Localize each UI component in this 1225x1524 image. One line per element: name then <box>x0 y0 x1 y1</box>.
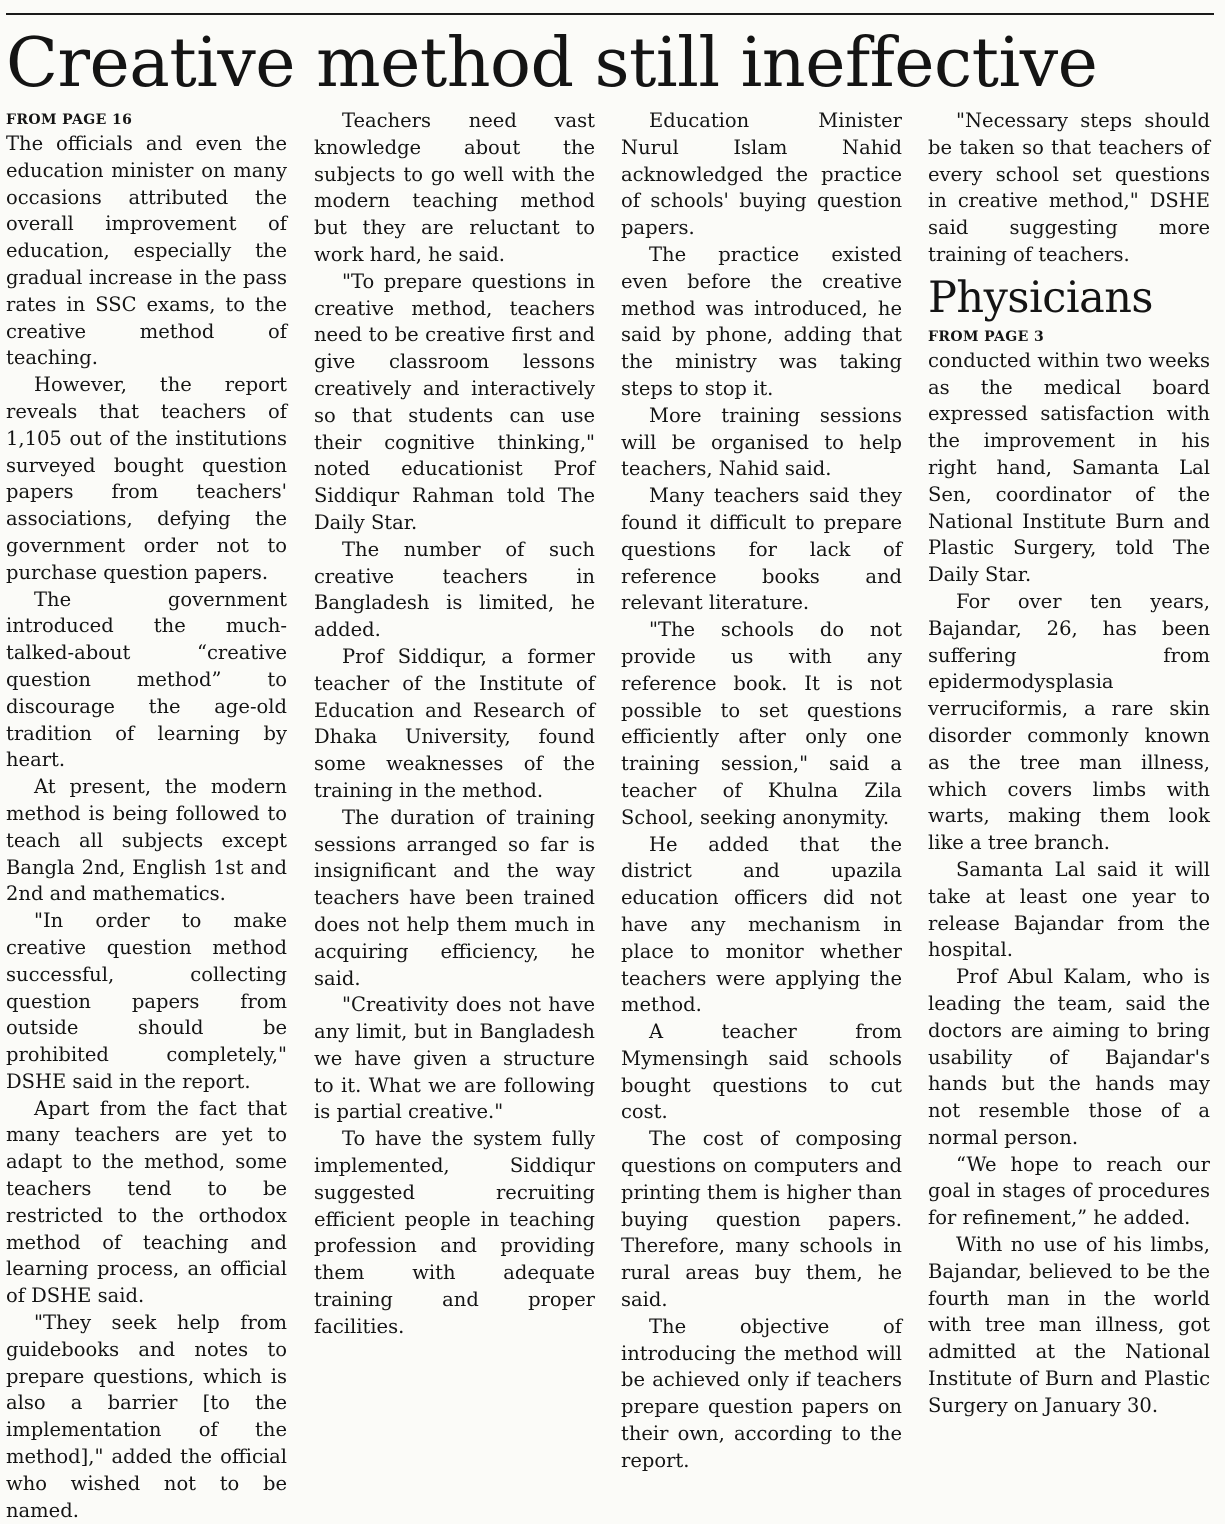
article-paragraph: A teacher from Mymensingh said schools bought questions to cut cost. <box>621 1020 902 1124</box>
second-article-paragraph: For over ten years, Bajandar, 26, has been suffering from epidermodysplasia verruciformis, a rare skin disorder commonly known as the tree man illness, which covers limbs with warts, making them look like a tree branch. <box>928 589 1210 855</box>
article-paragraph: "To prepare questions in creative method, teachers need to be creative first and give classroom lessons creatively and interactively so that students can use their cognitive thinking," noted educationist Prof Siddiqur Rahman told The Daily Star. <box>314 269 595 534</box>
article-paragraph: The government introduced the much-talked-about “creative question method” to discourage the age-old tradition of learning by heart. <box>6 587 287 772</box>
article-paragraph: Education Minister Nurul Islam Nahid acknowledged the practice of schools' buying question papers. <box>621 109 902 240</box>
second-article-paragraph: Samanta Lal said it will take at least one year to release Bajandar from the hospital. <box>928 857 1210 962</box>
article-paragraph: He added that the district and upazila education officers did not have any mechanism in place to monitor whether teachers were applying the method. <box>621 832 902 1017</box>
second-article-paragraph: “We hope to reach our goal in stages of procedures for refinement,” he added. <box>928 1152 1210 1230</box>
article-paragraph: "Creativity does not have any limit, but in Bangladesh we have given a structure to it. What we are following is partial creative." <box>314 993 595 1124</box>
second-article-paragraph: With no use of his limbs, Bajandar, believed to be the fourth man in the world with tree man illness, got admitted at the National Institute of Burn and Plastic Surgery on January 30. <box>928 1233 1210 1417</box>
article-paragraph: The practice existed even before the creative method was introduced, he said by phone, adding that the ministry was taking steps to stop it. <box>621 242 902 400</box>
article-paragraph: Apart from the fact that many teachers are yet to adapt to the method, some teachers tend to be restricted to the orthodox method of teaching and learning process, an official of DSHE said. <box>6 1096 287 1308</box>
second-article-paragraph: conducted within two weeks as the medical board expressed satisfaction with the improvement in his right hand, Samanta Lal Sen, coordinator of the National Institute Burn and Plastic Surgery, told The Daily Star. <box>928 348 1210 587</box>
second-article-dateline: FROM PAGE 3 <box>928 328 1045 345</box>
article-paragraph: "Necessary steps should be taken so that teachers of every school set questions in creative method," DSHE said suggesting more training of teachers. <box>928 109 1210 266</box>
article-paragraph: The officials and even the education minister on many occasions attributed the overall improvement of education, especially the gradual increase in the pass rates in SSC exams, to the creative method of teaching. <box>6 132 287 370</box>
article-paragraph: Prof Siddiqur, a former teacher of the Institute of Education and Research of Dhaka University, found some weaknesses of the training in the method. <box>314 644 595 802</box>
column-1 <box>6 108 287 1522</box>
article-paragraph: However, the report reveals that teachers of 1,105 out of the institutions surveyed bought question papers from teachers' associations, defying the government order not to purchase question papers. <box>6 373 287 584</box>
article-paragraph: "They seek help from guidebooks and notes to prepare questions, which is also a barrier [to the implementation of the method]," added the official who wished not to be named. <box>6 1311 287 1522</box>
top-rule <box>6 13 1214 15</box>
article-paragraph: The objective of introducing the method will be achieved only if teachers prepare question papers on their own, according to the report. <box>621 1314 902 1472</box>
article-paragraph: "The schools do not provide us with any reference book. It is not possible to set questions efficiently after only one training session," said a teacher of Khulna Zila School, seeking anonymity. <box>621 618 902 829</box>
article-paragraph: Teachers need vast knowledge about the subjects to go well with the modern teaching method but they are reluctant to work hard, he said. <box>314 109 595 266</box>
article-paragraph: At present, the modern method is being followed to teach all subjects except Bangla 2nd, English 1st and 2nd and mathematics. <box>6 775 287 906</box>
article-headline: Creative method still ineffective <box>6 24 1098 103</box>
column-2 <box>314 108 595 1378</box>
second-article-paragraph: Prof Abul Kalam, who is leading the team, said the doctors are aiming to bring usability of Bajandar's hands but the hands may not resemble those of a normal person. <box>928 965 1210 1149</box>
article-paragraph: The cost of composing questions on computers and printing them is higher than buying question papers. Therefore, many schools in rural areas buy them, he said. <box>621 1127 902 1312</box>
article-paragraph: "In order to make creative question method successful, collecting question papers from outside should be prohibited completely," DSHE said in the report. <box>6 909 287 1093</box>
second-article-headline: Physicians <box>928 272 1153 323</box>
article-paragraph: To have the system fully implemented, Siddiqur suggested recruiting efficient people in teaching profession and providing them with adequate training and proper facilities. <box>314 1127 595 1338</box>
article-paragraph: More training sessions will be organised to help teachers, Nahid said. <box>621 403 902 481</box>
article-paragraph: The duration of training sessions arranged so far is insignificant and the way teachers have been trained does not help them much in acquiring efficiency, he said. <box>314 805 595 990</box>
article-paragraph: Many teachers said they found it difficult to prepare questions for lack of reference books and relevant literature. <box>621 484 902 615</box>
column-3 <box>621 108 902 1472</box>
article-dateline: FROM PAGE 16 <box>6 112 133 128</box>
article-paragraph: The number of such creative teachers in Bangladesh is limited, he added. <box>314 537 595 642</box>
column-4 <box>928 108 1210 1417</box>
